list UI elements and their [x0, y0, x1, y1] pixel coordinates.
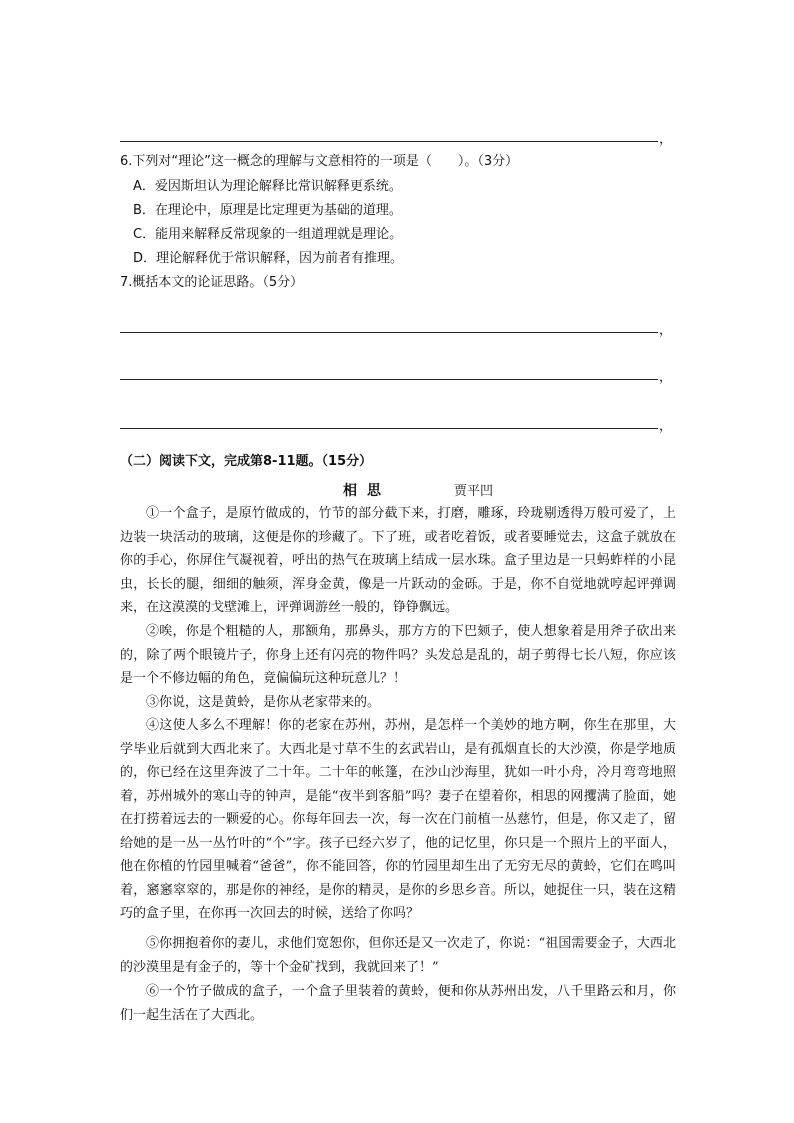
line-end-comma: ， [659, 323, 673, 338]
line-end-comma: ， [659, 419, 673, 434]
article-title: 相思 [343, 483, 391, 499]
answer-line[interactable] [120, 141, 658, 142]
question-7-stem: 7.概括本文的论证思路。（5分） [120, 275, 304, 290]
paragraph-4: ④这使人多么不理解！你的老家在苏州，苏州，是怎样一个美妙的地方啊，你生在那里，大学毕业后就到大西北来了。大西北是寸草不生的玄武岩山，是有孤烟直长的大沙漠，你是学地质的，你已经在这里奔波了二十年。二十年的帐篷，在沙山沙海里，犹如一叶小舟，冷月弯弯地照着，苏州城外的寒山寺的钟声，是能“夜半到客船”吗？妻子在望着你，相思的网攫满了脸面，她在打捞着远去的一颗爱的心。你每年回去一次，每一次在门前植一丛慈竹，但是，你又走了，留给她的是一丛一丛竹叶的“个”字。孩子已经六岁了，他的记忆里，你只是一个照片上的平面人，他在你植的竹园里喊着“爸爸”，你不能回答，你的竹园里却生出了无穷无尽的黄蛉，它们在鸣叫着，窸窸窣窣的，那是你的神经，是你的精灵，是你的乡思乡音。所以，她捉住一只，装在这精巧的盒子里，在你再一次回去的时候，送给了你吗？ [120, 718, 676, 921]
article-author: 贾平凹 [454, 484, 494, 499]
paragraph-3: ③你说，这是黄蛉，是你从老家带来的。 [146, 695, 381, 710]
line-end-comma: ， [659, 132, 673, 147]
question-6-stem: 6.下列对“理论”这一概念的理解与文意相符的一项是（ ）。（3分） [120, 154, 519, 169]
section-heading: （二）阅读下文，完成第8-11题。（15分） [120, 454, 373, 469]
question-6-option-b[interactable]: B．在理论中，原理是比定理更为基础的道理。 [133, 203, 402, 218]
paragraph-2: ②唉，你是个粗糙的人，那额角，那鼻头，那方方的下巴颏子，使人想象着是用斧子砍出来的，除了两个眼镜片子，你身上还有闪亮的物件吗？头发总是乱的，胡子剪得七长八短，你应该是一个不修边幅的角色，竟偏偏玩这种玩意儿？！ [120, 624, 676, 686]
line-end-comma: ， [659, 370, 673, 385]
answer-line[interactable] [120, 332, 658, 333]
paragraph-6: ⑥一个竹子做成的盒子，一个盒子里装着的黄蛉，便和你从苏州出发，八千里路云和月，你们一起生活在了大西北。 [120, 984, 676, 1023]
question-6-option-d[interactable]: D．理论解释优于常识解释，因为前者有推理。 [133, 251, 404, 266]
paragraph-5: ⑤你拥抱着你的妻儿，求他们宽恕你，但你还是又一次走了，你说：“祖国需要金子，大西北的沙漠里是有金子的，等十个金矿找到，我就回来了！” [120, 936, 676, 975]
answer-line[interactable] [120, 428, 658, 429]
question-6-option-a[interactable]: A．爱因斯坦认为理论解释比常识解释更系统。 [133, 179, 402, 194]
answer-line[interactable] [120, 379, 658, 380]
paragraph-1: ①一个盒子，是原竹做成的，竹节的部分截下来，打磨，雕琢，玲珑剔透得万般可爱了，上边装一块活动的玻璃，这便是你的珍藏了。下了班，或者吃着饭，或者要睡觉去，这盒子就放在你的手心，你屏住气凝视着，呼出的热气在玻璃上结成一层水珠。盒子里边是一只蚂蚱样的小昆虫，长长的腿，细细的触须，浑身金黄，像是一片跃动的金砾。于是，你不自觉地就哼起评弹调来，在这漠漠的戈壁滩上，评弹调游丝一般的，铮铮飘远。 [120, 506, 676, 615]
question-6-option-c[interactable]: C．能用来解释反常现象的一组道理就是理论。 [133, 227, 403, 242]
